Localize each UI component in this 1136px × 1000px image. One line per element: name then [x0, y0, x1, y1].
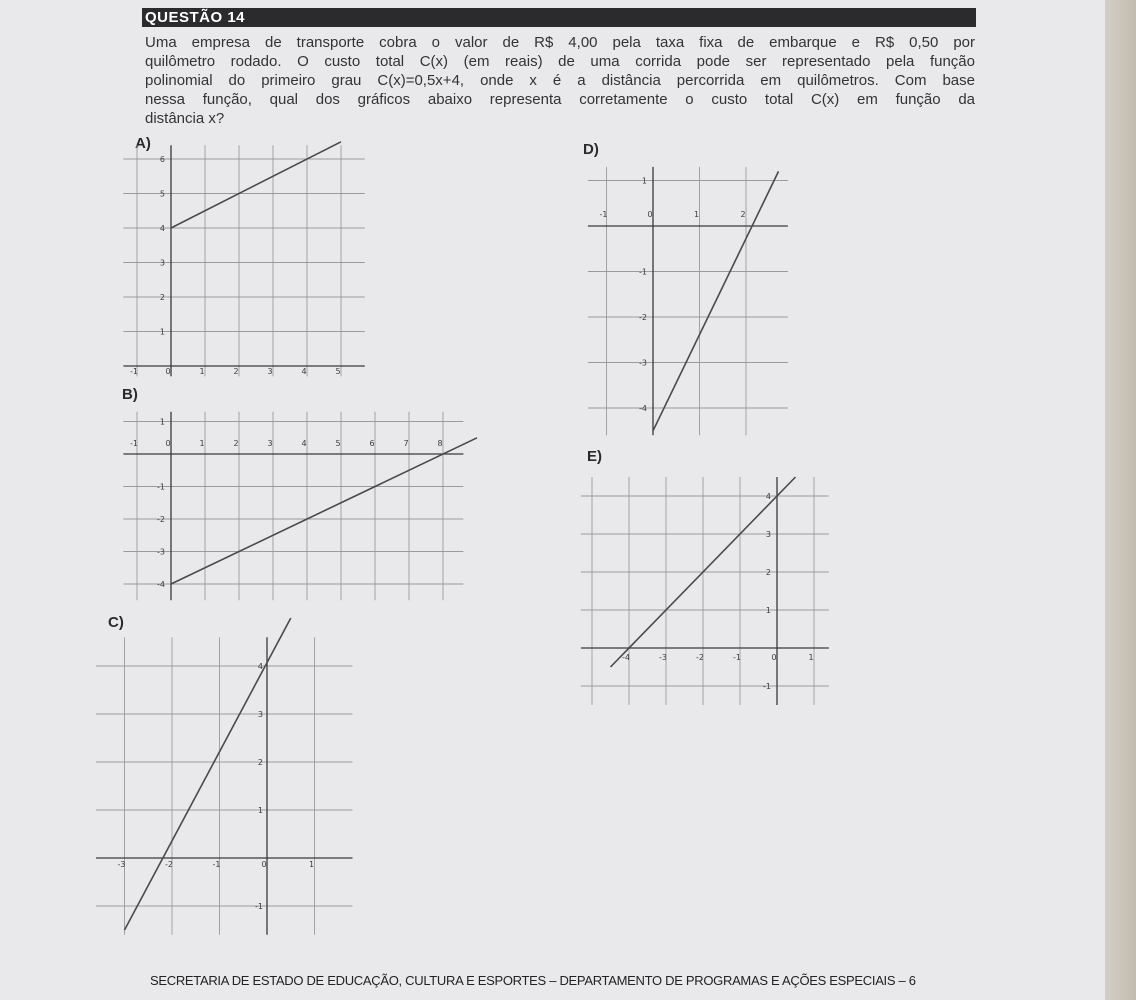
y-tick-label: -4: [639, 404, 647, 413]
y-tick-label: 3: [257, 710, 263, 719]
y-tick-label: 5: [159, 189, 165, 199]
x-tick-label: -1: [130, 367, 138, 376]
x-tick-label: 0: [647, 210, 653, 219]
y-tick-label: 1: [159, 417, 165, 427]
option-e-label: E): [587, 448, 602, 465]
x-tick-label: 1: [808, 653, 814, 662]
x-tick-label: -3: [117, 860, 126, 869]
x-tick-label: 2: [740, 210, 746, 219]
x-tick-label: 8: [437, 439, 443, 448]
y-tick-label: -2: [639, 313, 647, 322]
x-tick-label: 7: [403, 439, 409, 448]
option-b-label: B): [122, 386, 138, 403]
x-tick-label: 0: [165, 439, 171, 448]
option-a-label: A): [135, 135, 151, 152]
x-tick-label: 3: [267, 367, 273, 376]
y-tick-label: 4: [257, 662, 263, 671]
y-tick-label: 3: [765, 530, 771, 539]
x-tick-label: 1: [199, 367, 205, 376]
statement-line: Uma empresa de transporte cobra o valor de R$ 4,00 pela taxa fixa de embarque e R$ 0,50 por: [145, 34, 975, 51]
x-tick-label: 6: [369, 439, 375, 448]
statement-line: nessa função, qual dos gráficos abaixo representa corretamente o custo total C(x) em função da: [145, 91, 975, 108]
x-tick-label: 1: [308, 860, 315, 869]
y-tick-label: -1: [157, 482, 165, 492]
x-tick-label: 4: [301, 367, 307, 376]
x-tick-label: -4: [622, 653, 630, 662]
x-tick-label: -1: [130, 439, 138, 448]
x-tick-label: -2: [165, 860, 173, 869]
x-tick-label: 1: [693, 210, 700, 219]
y-tick-label: 6: [159, 155, 165, 164]
x-tick-label: -1: [599, 210, 608, 219]
y-tick-label: 3: [159, 258, 165, 268]
x-tick-label: -2: [696, 653, 704, 662]
y-tick-label: 2: [257, 758, 263, 767]
y-tick-label: -1: [639, 267, 647, 277]
x-tick-label: -3: [659, 653, 667, 662]
y-tick-label: -3: [639, 358, 647, 368]
y-tick-label: -3: [157, 547, 165, 557]
y-tick-label: 2: [765, 568, 771, 577]
x-tick-label: 2: [233, 367, 239, 376]
statement-line: quilômetro rodado. O custo total C(x) (em reais) de uma corrida pode ser representado pela função: [145, 53, 975, 70]
x-tick-label: 5: [335, 367, 341, 376]
page-footer: SECRETARIA DE ESTADO DE EDUCAÇÃO, CULTURA E ESPORTES – DEPARTAMENTO DE PROGRAMAS E AÇÕES ESPECIAIS – 6: [150, 973, 916, 988]
statement-line: distância x?: [145, 110, 225, 127]
y-tick-label: 4: [765, 492, 771, 501]
y-tick-label: -1: [255, 902, 263, 911]
question-title: QUESTÃO 14: [145, 9, 246, 26]
x-tick-label: 3: [267, 439, 273, 448]
x-tick-label: 0: [771, 653, 777, 662]
option-d-label: D): [583, 141, 599, 158]
y-tick-label: -2: [157, 515, 165, 524]
x-tick-label: 0: [165, 367, 171, 376]
option-c-label: C): [108, 614, 124, 631]
y-tick-label: 2: [159, 293, 165, 302]
x-tick-label: 1: [199, 439, 205, 448]
y-tick-label: 1: [257, 806, 263, 815]
y-tick-label: -1: [763, 682, 771, 691]
x-tick-label: 5: [335, 439, 341, 448]
x-tick-label: 2: [233, 439, 239, 448]
statement-line: polinomial do primeiro grau C(x)=0,5x+4, onde x é a distância percorrida em quilômetros. Com base: [145, 72, 975, 89]
y-tick-label: 1: [159, 327, 165, 337]
x-tick-label: -1: [733, 653, 741, 662]
x-tick-label: -1: [212, 860, 221, 869]
y-tick-label: 1: [641, 176, 647, 186]
grid: [581, 477, 829, 705]
x-tick-label: 4: [301, 439, 307, 448]
y-tick-label: -4: [157, 580, 165, 589]
y-tick-label: 4: [159, 224, 165, 233]
x-tick-label: 0: [261, 860, 267, 869]
y-tick-label: 1: [765, 606, 771, 615]
